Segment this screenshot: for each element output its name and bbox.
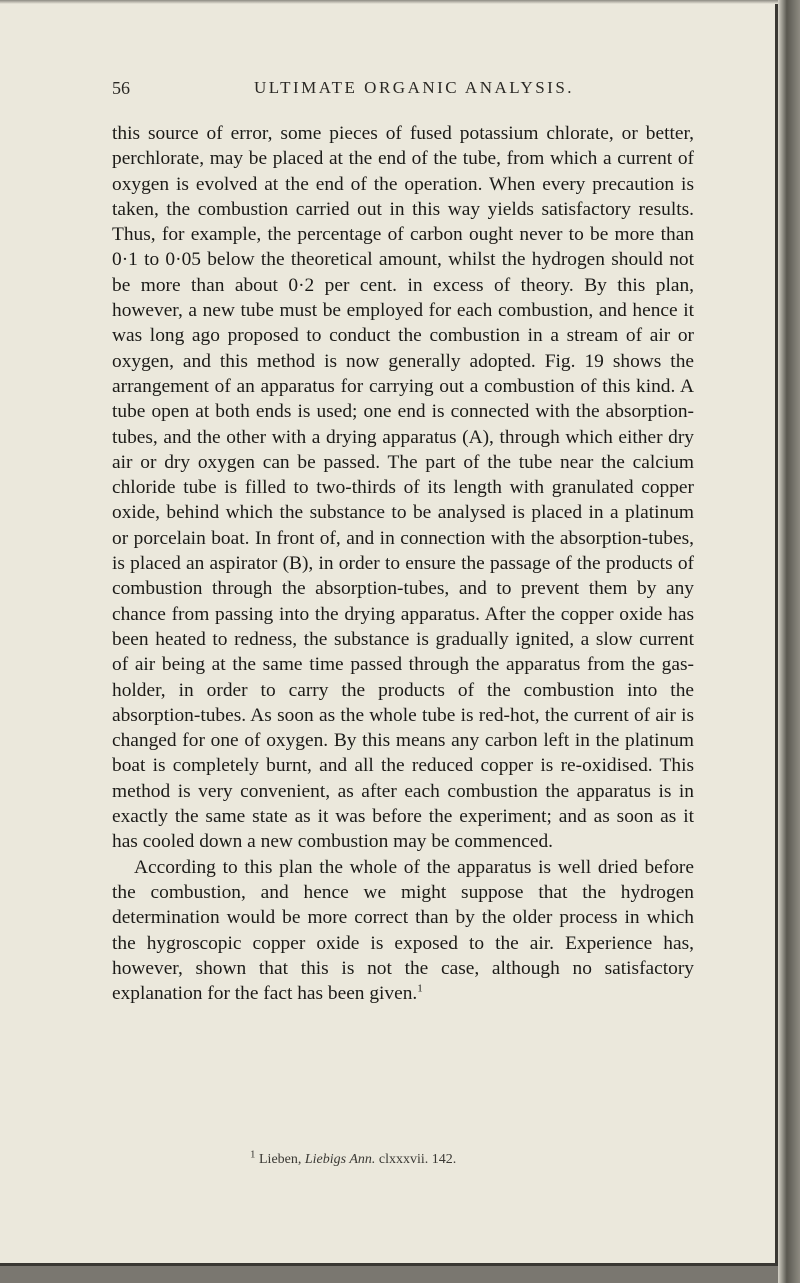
page-binding-shadow [778,0,800,1283]
footnote-marker: 1 [250,1148,256,1161]
footnote-reference: 1 [417,982,423,995]
body-text [112,121,694,1006]
page-top-edge [0,0,778,4]
footnote-reference-text: clxxxvii. 142. [378,1152,457,1167]
paragraph-text: this source of error, some pieces of fused potassium chlorate, or better, perchlorate, may be placed at the end of the tube, from which a current of oxygen is evolved at the end of the operation. When every precaution is taken, the combustion carried out in this way yields satisfactory results. Thus, for example, the percentage of carbon ought never to be more than 0·1 to 0·05 below the theoretical amount, whilst the hydrogen should not be more than about 0·2 per cent. in excess of theory. By this plan, however, a new tube must be employed for each combustion, and hence it was long ago proposed to conduct the combustion in a stream of air or oxygen, and this method is now generally adopted. Fig. 19 shows the arrangement of an apparatus for carrying out a combustion of this kind. A tube open at both ends is used; one end is connected with the absorption-tubes, and the other with a drying apparatus (A), through which either dry air or dry oxygen can be passed. The part of the tube near the calcium chloride tube is filled to two-thirds of its length with granulated copper oxide, behind which the substance to be analysed is placed in a platinum or porcelain boat. In front of, and in connection with the absorption-tubes, is placed an aspirator (B), in order to ensure the passage of the products of combustion through the absorption-tubes, and to prevent them by any chance from passing into the drying apparatus. After the copper oxide has been heated to redness, the substance is gradually ignited, a slow current of air being at the same time passed through the apparatus from the gas-holder, in order to carry the products of the combustion into the absorption-tubes. As soon as the whole tube is red-hot, the current of air is changed for one of oxygen. By this means any carbon left in the platinum boat is completely burnt, and all the reduced copper is re-oxidised. This method is very convenient, as after each combustion the apparatus is in exactly the same state as it was before the experiment; and as soon as it has cooled down a new combustion may be commenced. [112,123,694,853]
page-number: 56 [112,78,130,98]
footnote-journal: Liebigs Ann. [304,1152,376,1167]
paragraph [112,855,694,1007]
footnote-author: Lieben, [259,1152,302,1167]
page-header [112,78,692,102]
paragraph-text: According to this plan the whole of the apparatus is well dried before the combustion, and hence we might suppose that the hydrogen determination would be more correct than by the older process in which the hygroscopic copper oxide is exposed to the air. Experience has, however, shown that this is not the case, although no satisfactory explanation for the fact has been given. [112,856,694,1005]
running-head: ULTIMATE ORGANIC ANALYSIS. [254,78,575,97]
footnote [250,1148,457,1168]
paragraph [112,121,694,855]
